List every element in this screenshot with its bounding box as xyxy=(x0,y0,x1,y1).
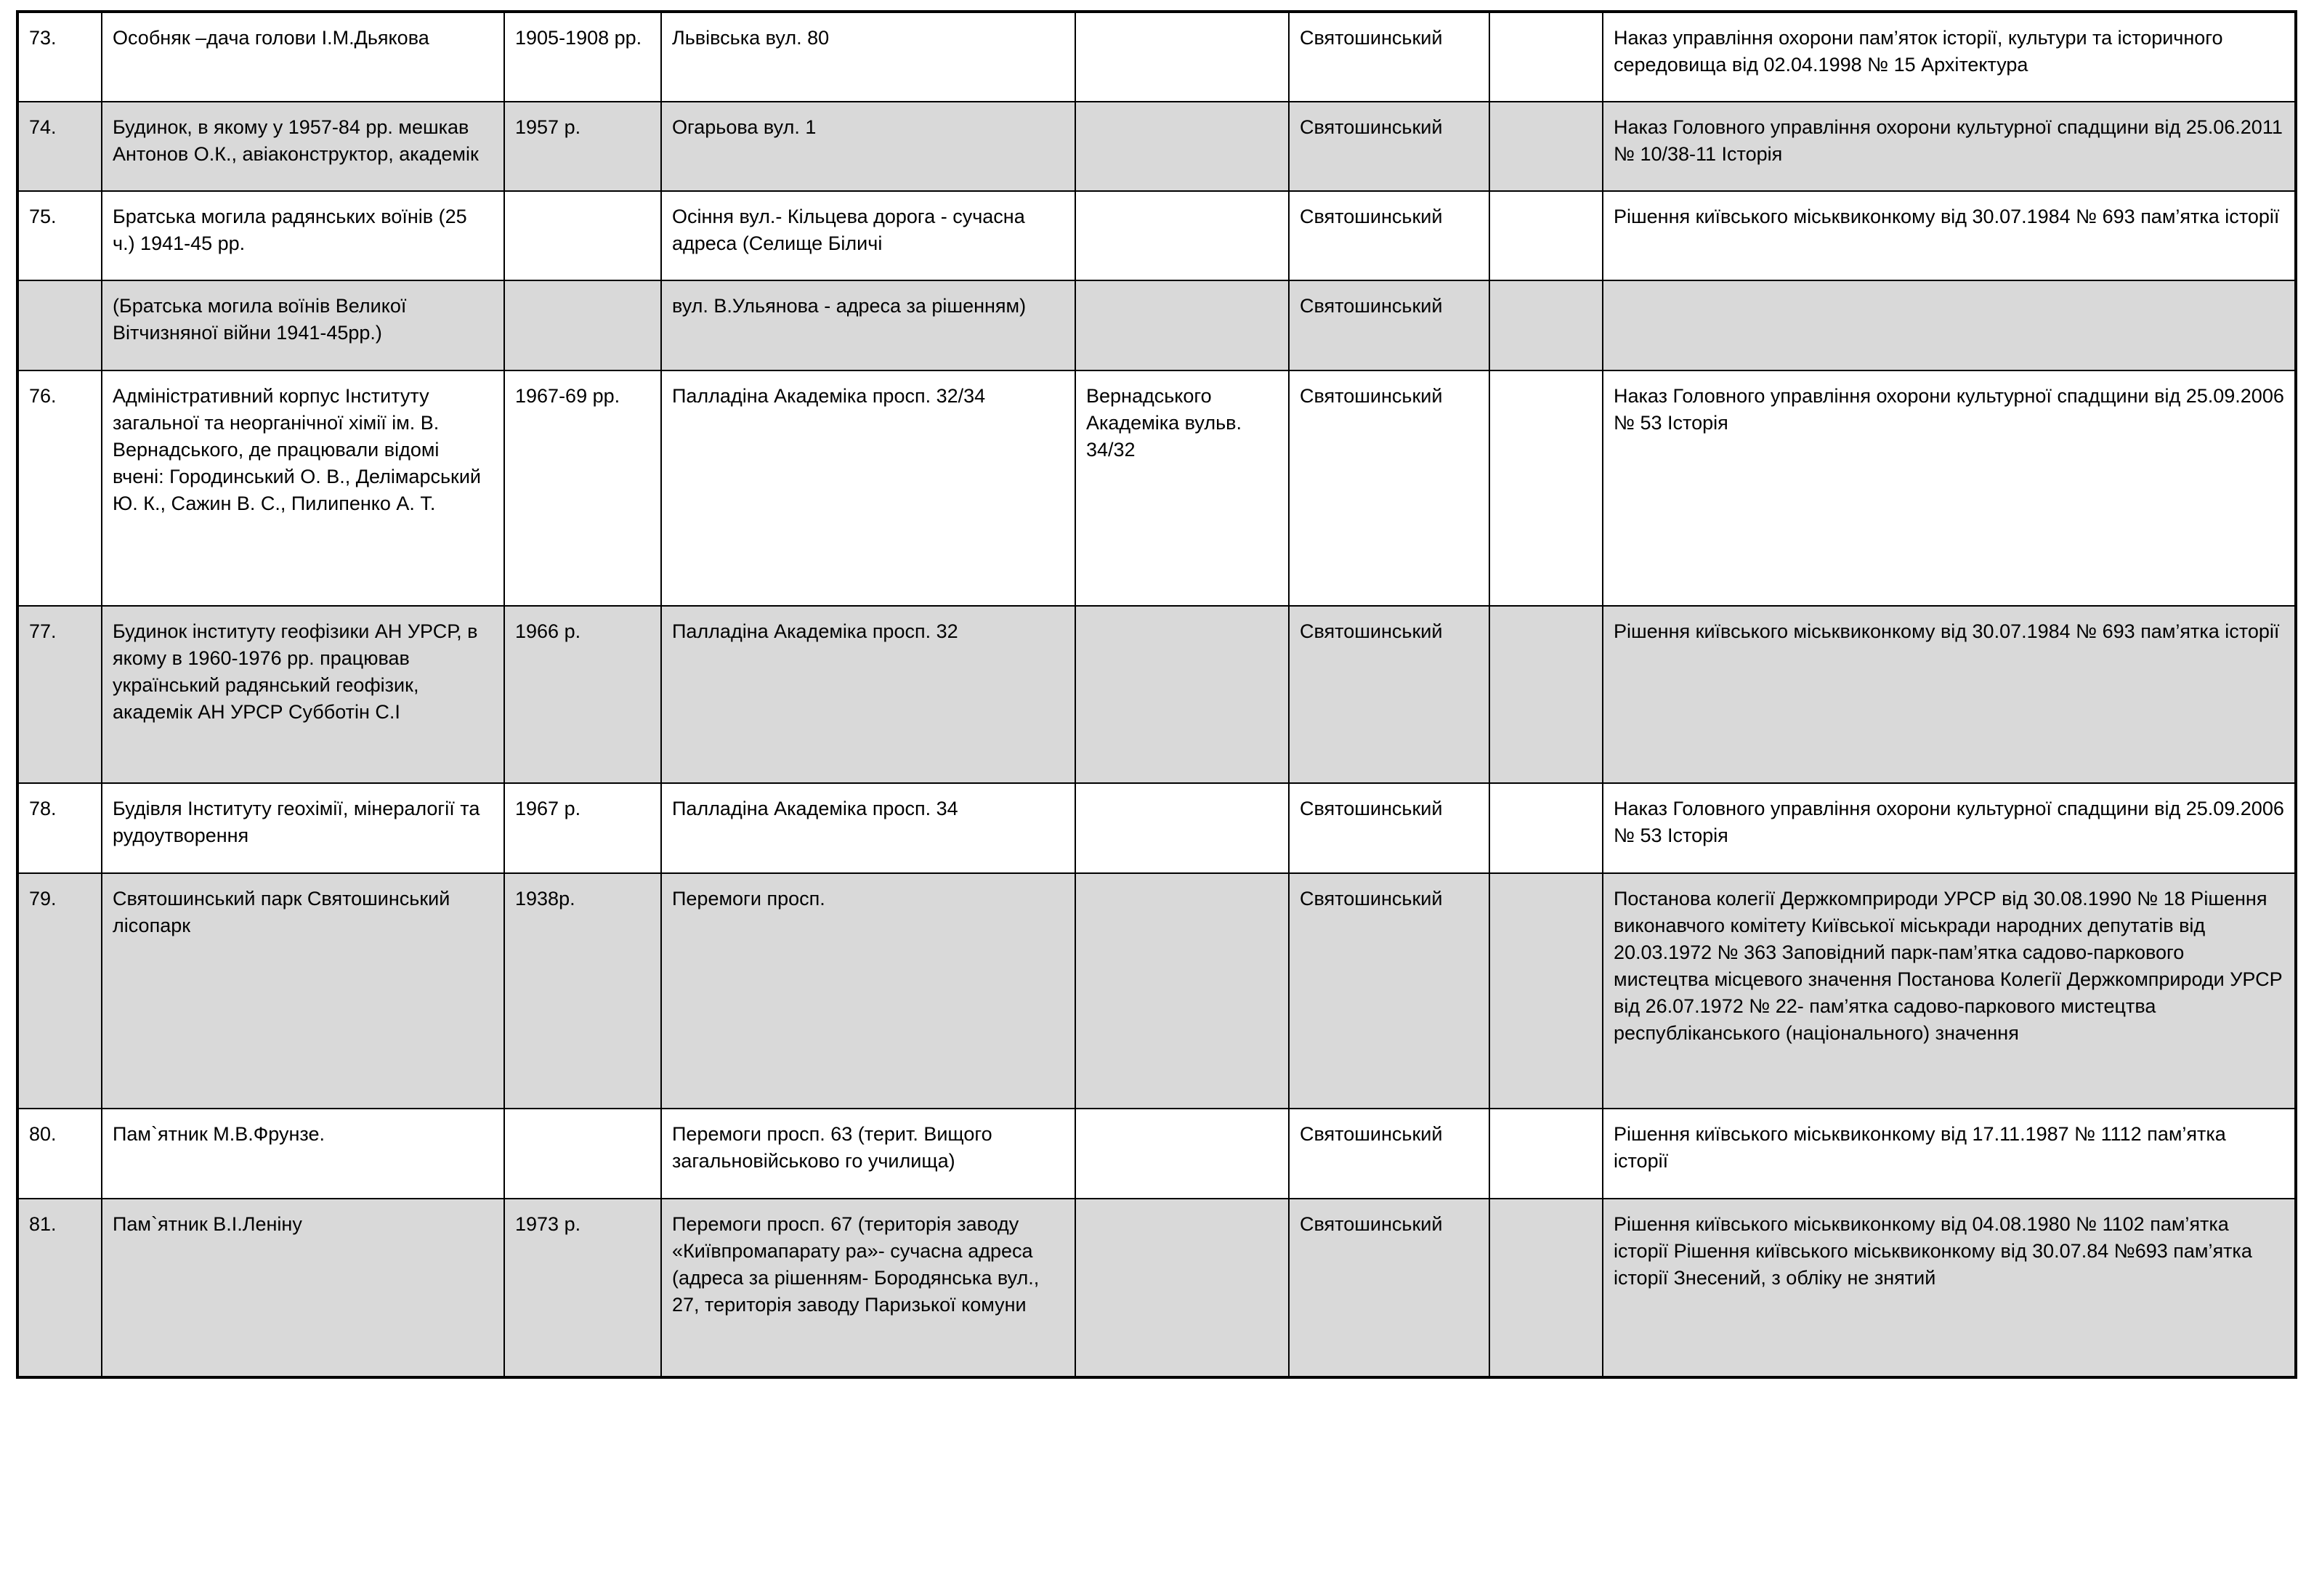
monument-date: 1966 р. xyxy=(504,606,661,783)
monument-address-alt xyxy=(1075,873,1289,1109)
monument-district: Святошинський xyxy=(1289,783,1489,873)
monument-date: 1973 р. xyxy=(504,1199,661,1377)
monument-name: Будинок, в якому у 1957-84 рр. мешкав Антонов О.К., авіаконструктор, академік xyxy=(102,102,504,191)
row-number: 75. xyxy=(17,191,102,280)
monument-district: Святошинський xyxy=(1289,102,1489,191)
monument-address: вул. В.Ульянова - адреса за рішенням) xyxy=(661,280,1075,370)
table-row xyxy=(17,1199,2296,1377)
monument-decision xyxy=(1603,280,2296,370)
monument-district: Святошинський xyxy=(1289,12,1489,102)
monument-date: 1905-1908 рр. xyxy=(504,12,661,102)
table-row xyxy=(17,191,2296,280)
row-number: 80. xyxy=(17,1109,102,1199)
monument-address-alt xyxy=(1075,12,1289,102)
monument-district: Святошинський xyxy=(1289,1199,1489,1377)
monument-address: Палладіна Академіка просп. 32/34 xyxy=(661,370,1075,606)
monument-address: Львівська вул. 80 xyxy=(661,12,1075,102)
row-number: 78. xyxy=(17,783,102,873)
monument-address: Палладіна Академіка просп. 32 xyxy=(661,606,1075,783)
monument-address: Осіння вул.- Кільцева дорога - сучасна адреса (Селище Біличі xyxy=(661,191,1075,280)
monument-date xyxy=(504,1109,661,1199)
monument-name: Будівля Інституту геохімії, мінералогії та рудоутворення xyxy=(102,783,504,873)
monument-address-alt xyxy=(1075,280,1289,370)
monument-decision: Наказ управління охорони пам’яток історії, культури та історичного середовища від 02.04.1998 № 15 Архітектура xyxy=(1603,12,2296,102)
table-row xyxy=(17,370,2296,606)
row-number: 77. xyxy=(17,606,102,783)
monument-decision: Постанова колегії Держкомприроди УРСР від 30.08.1990 № 18 Рішення виконавчого комітету Київської міськради народних депутатів від 20.03.1972 № 363 Заповідний парк-пам’ятка садово-паркового мистецтва місцевого значення Постанова Колегії Держкомприроди УРСР від 26.07.1972 № 22- пам’ятка садово-паркового мистецтва республіканського (національного) значення xyxy=(1603,873,2296,1109)
row-number xyxy=(17,280,102,370)
table-row xyxy=(17,12,2296,102)
monument-date: 1967-69 рр. xyxy=(504,370,661,606)
monument-date: 1938р. xyxy=(504,873,661,1109)
monument-address: Огарьова вул. 1 xyxy=(661,102,1075,191)
row-number: 73. xyxy=(17,12,102,102)
monument-address-alt xyxy=(1075,191,1289,280)
monument-address-alt: Вернадського Академіка вульв. 34/32 xyxy=(1075,370,1289,606)
monument-address: Перемоги просп. xyxy=(661,873,1075,1109)
monument-address: Палладіна Академіка просп. 34 xyxy=(661,783,1075,873)
monument-district: Святошинський xyxy=(1289,370,1489,606)
monument-name: Будинок інституту геофізики АН УРСР, в якому в 1960-1976 рр. працював український радянський геофізик, академік АН УРСР Субботін С.І xyxy=(102,606,504,783)
monument-date xyxy=(504,191,661,280)
monument-name: Адміністративний корпус Інституту загальної та неорганічної хімії ім. В. Вернадського, де працювали відомі вчені: Городинський О. В., Делімарський Ю. К., Сажин В. С., Пилипенко А. Т. xyxy=(102,370,504,606)
monument-decision: Рішення київського міськвиконкому від 30.07.1984 № 693 пам’ятка історії xyxy=(1603,191,2296,280)
monument-extra xyxy=(1489,1199,1603,1377)
monument-extra xyxy=(1489,102,1603,191)
document-page xyxy=(16,10,2294,1379)
monument-district: Святошинський xyxy=(1289,873,1489,1109)
monument-address-alt xyxy=(1075,102,1289,191)
monument-extra xyxy=(1489,783,1603,873)
monument-date xyxy=(504,280,661,370)
monument-decision: Наказ Головного управління охорони культурної спадщини від 25.06.2011 № 10/38-11 Історія xyxy=(1603,102,2296,191)
row-number: 81. xyxy=(17,1199,102,1377)
monument-name: Святошинський парк Святошинський лісопарк xyxy=(102,873,504,1109)
table-row xyxy=(17,783,2296,873)
monument-decision: Рішення київського міськвиконкому від 30.07.1984 № 693 пам’ятка історії xyxy=(1603,606,2296,783)
monument-district: Святошинський xyxy=(1289,1109,1489,1199)
monument-date: 1967 р. xyxy=(504,783,661,873)
monument-name: Пам`ятник В.І.Леніну xyxy=(102,1199,504,1377)
monument-address-alt xyxy=(1075,606,1289,783)
monument-district: Святошинський xyxy=(1289,606,1489,783)
monument-decision: Рішення київського міськвиконкому від 04.08.1980 № 1102 пам’ятка історії Рішення київського міськвиконкому від 30.07.84 №693 пам’ятка історії Знесений, з обліку не знятий xyxy=(1603,1199,2296,1377)
monument-name: Особняк –дача голови І.М.Дьякова xyxy=(102,12,504,102)
monument-decision: Наказ Головного управління охорони культурної спадщини від 25.09.2006 № 53 Історія xyxy=(1603,783,2296,873)
monument-name: Пам`ятник М.В.Фрунзе. xyxy=(102,1109,504,1199)
table-row xyxy=(17,873,2296,1109)
monument-name: (Братська могила воїнів Великої Вітчизняної війни 1941-45рр.) xyxy=(102,280,504,370)
monument-name: Братська могила радянських воїнів (25 ч.) 1941-45 рр. xyxy=(102,191,504,280)
monument-address-alt xyxy=(1075,1109,1289,1199)
monument-extra xyxy=(1489,191,1603,280)
monument-decision: Наказ Головного управління охорони культурної спадщини від 25.09.2006 № 53 Історія xyxy=(1603,370,2296,606)
monument-address-alt xyxy=(1075,783,1289,873)
row-number: 74. xyxy=(17,102,102,191)
monument-extra xyxy=(1489,12,1603,102)
monument-address: Перемоги просп. 67 (територія заводу «Київпромапарату ра»- сучасна адреса (адреса за рішенням- Бородянська вул., 27, територія заводу Паризької комуни xyxy=(661,1199,1075,1377)
monument-district: Святошинський xyxy=(1289,191,1489,280)
monument-extra xyxy=(1489,1109,1603,1199)
table-row xyxy=(17,102,2296,191)
table-row xyxy=(17,1109,2296,1199)
monuments-table xyxy=(16,10,2297,1379)
monument-address-alt xyxy=(1075,1199,1289,1377)
monument-district: Святошинський xyxy=(1289,280,1489,370)
table-row xyxy=(17,606,2296,783)
monument-date: 1957 р. xyxy=(504,102,661,191)
monument-extra xyxy=(1489,280,1603,370)
monument-extra xyxy=(1489,370,1603,606)
monument-extra xyxy=(1489,606,1603,783)
row-number: 79. xyxy=(17,873,102,1109)
monument-address: Перемоги просп. 63 (терит. Вищого загальновійськово го училища) xyxy=(661,1109,1075,1199)
monument-extra xyxy=(1489,873,1603,1109)
monument-decision: Рішення київського міськвиконкому від 17.11.1987 № 1112 пам’ятка історії xyxy=(1603,1109,2296,1199)
table-row xyxy=(17,280,2296,370)
row-number: 76. xyxy=(17,370,102,606)
